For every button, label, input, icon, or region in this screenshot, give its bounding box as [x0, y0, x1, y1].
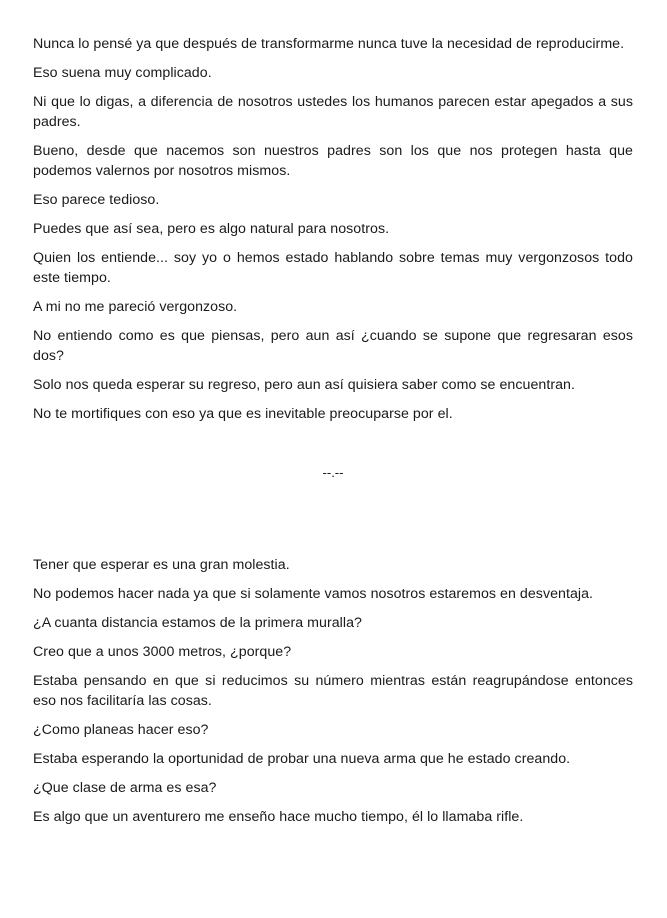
paragraph: A mi no me pareció vergonzoso. — [33, 299, 238, 315]
paragraph: No entiendo como es que piensas, pero aun así ¿cuando se supone que regresaran esos dos? — [33, 328, 633, 364]
paragraph: Quien los entiende... soy yo o hemos estado hablando sobre temas muy vergonzosos todo este tiempo. — [33, 250, 633, 286]
paragraph: Estaba pensando en que si reducimos su número mientras están reagrupándose entonces eso nos facilitaría las cosas. — [33, 673, 633, 709]
paragraph: Nunca lo pensé ya que después de transformarme nunca tuve la necesidad de reproducirme. — [33, 36, 625, 52]
paragraph: ¿A cuanta distancia estamos de la primera muralla? — [33, 615, 362, 631]
spacer — [33, 483, 633, 555]
paragraph: Eso parece tedioso. — [33, 192, 160, 208]
paragraph: Ni que lo digas, a diferencia de nosotros ustedes los humanos parecen estar apegados a sus padres. — [33, 94, 633, 130]
paragraph: Creo que a unos 3000 metros, ¿porque? — [33, 644, 292, 660]
paragraph: Tener que esperar es una gran molestia. — [33, 557, 290, 573]
scene-separator: --.-- — [322, 465, 344, 480]
dialogue-section-1 — [33, 34, 633, 424]
paragraph: Eso suena muy complicado. — [33, 65, 212, 81]
paragraph: Estaba esperando la oportunidad de probar una nueva arma que he estado creando. — [33, 751, 571, 767]
paragraph: No podemos hacer nada ya que si solamente vamos nosotros estaremos en desventaja. — [33, 586, 594, 602]
paragraph: No te mortifiques con eso ya que es inevitable preocuparse por el. — [33, 406, 453, 422]
paragraph: ¿Que clase de arma es esa? — [33, 780, 217, 796]
paragraph: Solo nos queda esperar su regreso, pero aun así quisiera saber como se encuentran. — [33, 377, 575, 393]
paragraph: Es algo que un aventurero me enseño hace mucho tiempo, él lo llamaba rifle. — [33, 809, 524, 825]
paragraph: Puedes que así sea, pero es algo natural para nosotros. — [33, 221, 390, 237]
document-page — [33, 34, 633, 836]
dialogue-section-2 — [33, 555, 633, 827]
paragraph: ¿Como planeas hacer eso? — [33, 722, 209, 738]
paragraph: Bueno, desde que nacemos son nuestros padres son los que nos protegen hasta que podemos valernos por nosotros mismos. — [33, 143, 633, 179]
